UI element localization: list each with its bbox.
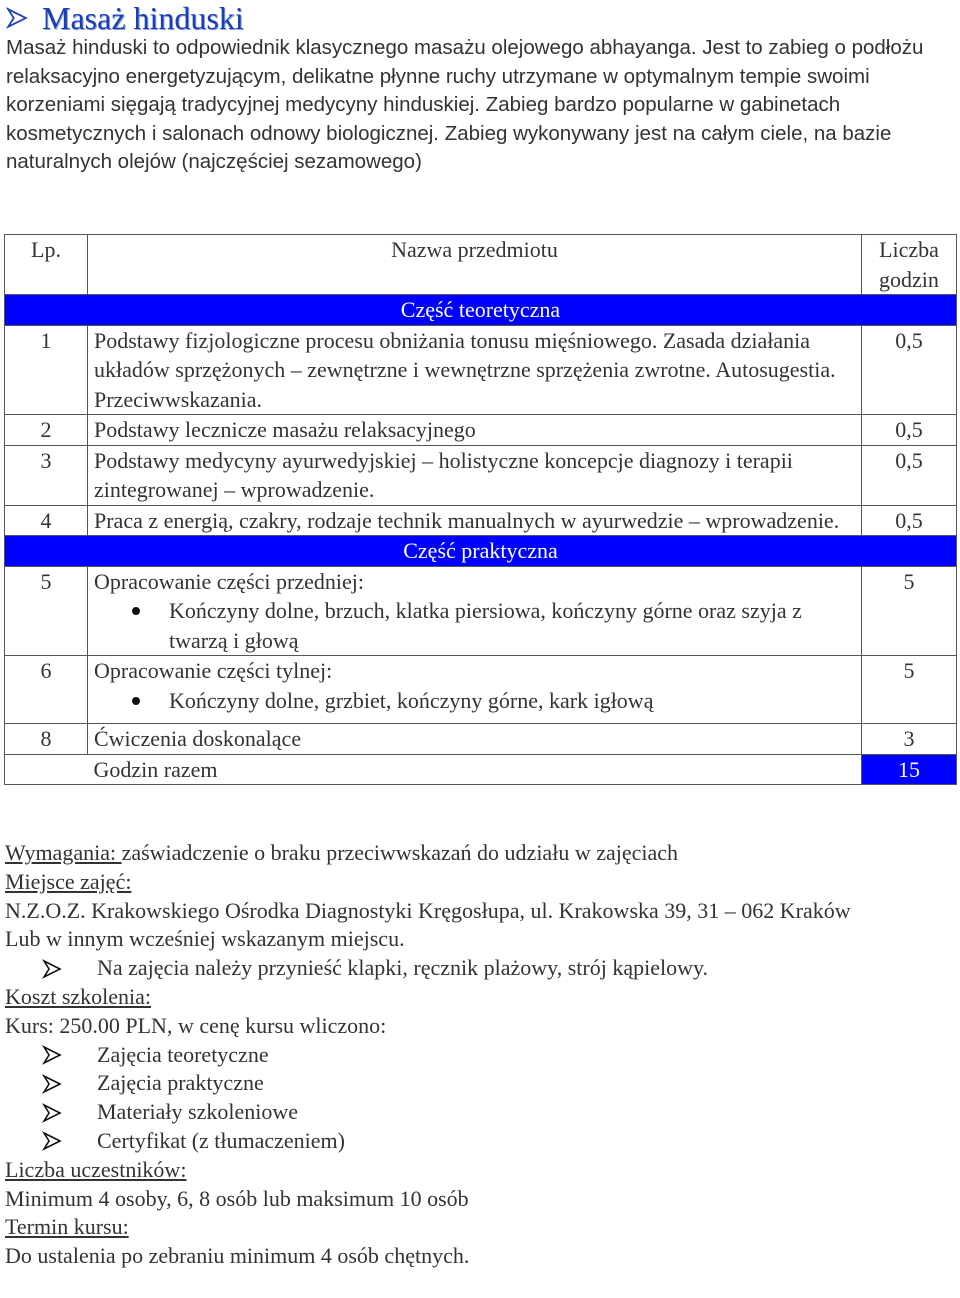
row-lp: 5 — [5, 566, 88, 656]
participants-label: Liczba uczestników: — [5, 1156, 187, 1182]
place-line1: N.Z.O.Z. Krakowskiego Ośrodka Diagnostyki Kręgosłupa, ul. Krakowska 39, 31 – 062 Kraków — [5, 897, 851, 923]
term-label: Termin kursu: — [5, 1214, 129, 1240]
bring-note-item — [5, 954, 950, 983]
list-item — [94, 596, 855, 655]
row-hours: 0,5 — [862, 415, 957, 446]
table-row — [5, 415, 957, 446]
table-row — [5, 505, 957, 536]
row-name: Podstawy fizjologiczne procesu obniżania tonusu mięśniowego. Zasada działania układów sprzężonych – zewnętrzne i wewnętrzne sprzężenia zwrotne. Autosugestia. Przeciwwskazania. — [88, 325, 862, 415]
section-theory-row — [5, 295, 957, 326]
table-header-row — [5, 235, 957, 295]
place-label: Miejsce zajęć: — [5, 868, 132, 894]
row-name-cell — [88, 566, 862, 656]
row-hours: 3 — [862, 724, 957, 755]
section-theory-label: Część teoretyczna — [5, 295, 957, 326]
section-practice-row — [5, 536, 957, 567]
section-practice-label: Część praktyczna — [5, 536, 957, 567]
info-section — [5, 839, 950, 1271]
row-lp: 6 — [5, 656, 88, 724]
cost-item: Materiały szkoleniowe — [97, 1099, 298, 1125]
table-row — [5, 566, 957, 656]
row-hours: 0,5 — [862, 505, 957, 536]
place-line2: Lub w innym wcześniej wskazanym miejscu. — [5, 926, 405, 952]
requirements-line — [5, 839, 950, 868]
bullet-dot-icon — [132, 607, 140, 615]
cost-item: Zajęcia teoretyczne — [97, 1041, 269, 1067]
list-item — [5, 1098, 950, 1127]
row-hours: 0,5 — [862, 325, 957, 415]
row-hours: 0,5 — [862, 445, 957, 505]
header-lp: Lp. — [5, 235, 88, 295]
row-name: Praca z energią, czakry, rodzaje technik manualnych w ayurwedzie – wprowadzenie. — [88, 505, 862, 536]
arrow-right-outline-icon — [42, 959, 62, 979]
page-title: Masaż hinduski — [42, 0, 244, 36]
row-name: Podstawy medycyny ayurwedyjskiej – holistyczne koncepcje diagnozy i terapii zintegrowanej – wprowadzenie. — [88, 445, 862, 505]
course-table — [4, 234, 957, 785]
arrow-right-outline-icon — [42, 1074, 62, 1094]
bullet-dot-icon — [132, 697, 140, 705]
list-item — [5, 1041, 950, 1070]
header-name: Nazwa przedmiotu — [88, 235, 862, 295]
list-item — [5, 1069, 950, 1098]
table-row — [5, 656, 957, 724]
list-item — [5, 1127, 950, 1156]
arrow-right-outline-icon — [42, 1131, 62, 1151]
row-lp: 2 — [5, 415, 88, 446]
row-lp: 3 — [5, 445, 88, 505]
cost-text: Kurs: 250.00 PLN, w cenę kursu wliczono: — [5, 1012, 387, 1038]
total-row — [5, 754, 957, 785]
bring-note-text: Na zajęcia należy przynieść klapki, ręcznik plażowy, strój kąpielowy. — [97, 955, 709, 981]
requirements-text: zaświadczenie o braku przeciwwskazań do udziału w zajęciach — [121, 840, 679, 865]
row-lp: 8 — [5, 724, 88, 755]
row-name: Opracowanie części tylnej: — [94, 658, 333, 683]
table-row — [5, 724, 957, 755]
participants-text: Minimum 4 osoby, 6, 8 osób lub maksimum 10 osób — [5, 1185, 469, 1211]
table-row — [5, 445, 957, 505]
bullet-text: Kończyny dolne, grzbiet, kończyny górne, kark igłową — [169, 687, 654, 713]
list-item — [94, 686, 855, 716]
arrow-right-outline-icon — [42, 1045, 62, 1065]
cost-item: Zajęcia praktyczne — [97, 1070, 264, 1096]
header-hours: Liczba godzin — [862, 235, 957, 295]
row-name: Podstawy lecznicze masażu relaksacyjnego — [88, 415, 862, 446]
arrow-right-outline-icon — [6, 7, 28, 29]
cost-item: Certyfikat (z tłumaczeniem) — [97, 1127, 345, 1153]
row-name: Opracowanie części przedniej: — [94, 568, 364, 594]
row-hours: 5 — [862, 566, 957, 656]
total-label: Godzin razem — [88, 754, 862, 785]
intro-paragraph: Masaż hinduski to odpowiednik klasycznego masażu olejowego abhayanga. Jest to zabieg o podłożu relaksacyjno energetyzującym, delikatne płynne ruchy utrzymane w optymalnym tempie swoimi korzeniami sięgają tradycyjnej medycyny hinduskiej. Zabieg bardzo popularne w gabinetach kosmetycznych i salonach odnowy biologicznej. Zabieg wykonywany jest na całym ciele, na bazie naturalnych olejów (najczęściej sezamowego) — [6, 36, 924, 174]
title-row — [6, 0, 244, 36]
row-name-cell — [88, 656, 862, 724]
bullet-text: Kończyny dolne, brzuch, klatka piersiowa, kończyny górne oraz szyja z twarzą i głową — [169, 598, 802, 653]
table-row — [5, 325, 957, 415]
cost-label: Koszt szkolenia: — [5, 983, 152, 1009]
row-lp: 1 — [5, 325, 88, 415]
row-name: Ćwiczenia doskonalące — [88, 724, 862, 755]
row-hours: 5 — [862, 656, 957, 724]
arrow-right-outline-icon — [42, 1103, 62, 1123]
requirements-label: Wymagania: — [5, 840, 122, 865]
row-lp: 4 — [5, 505, 88, 536]
term-text: Do ustalenia po zebraniu minimum 4 osób chętnych. — [5, 1243, 470, 1269]
total-value: 15 — [862, 754, 957, 785]
